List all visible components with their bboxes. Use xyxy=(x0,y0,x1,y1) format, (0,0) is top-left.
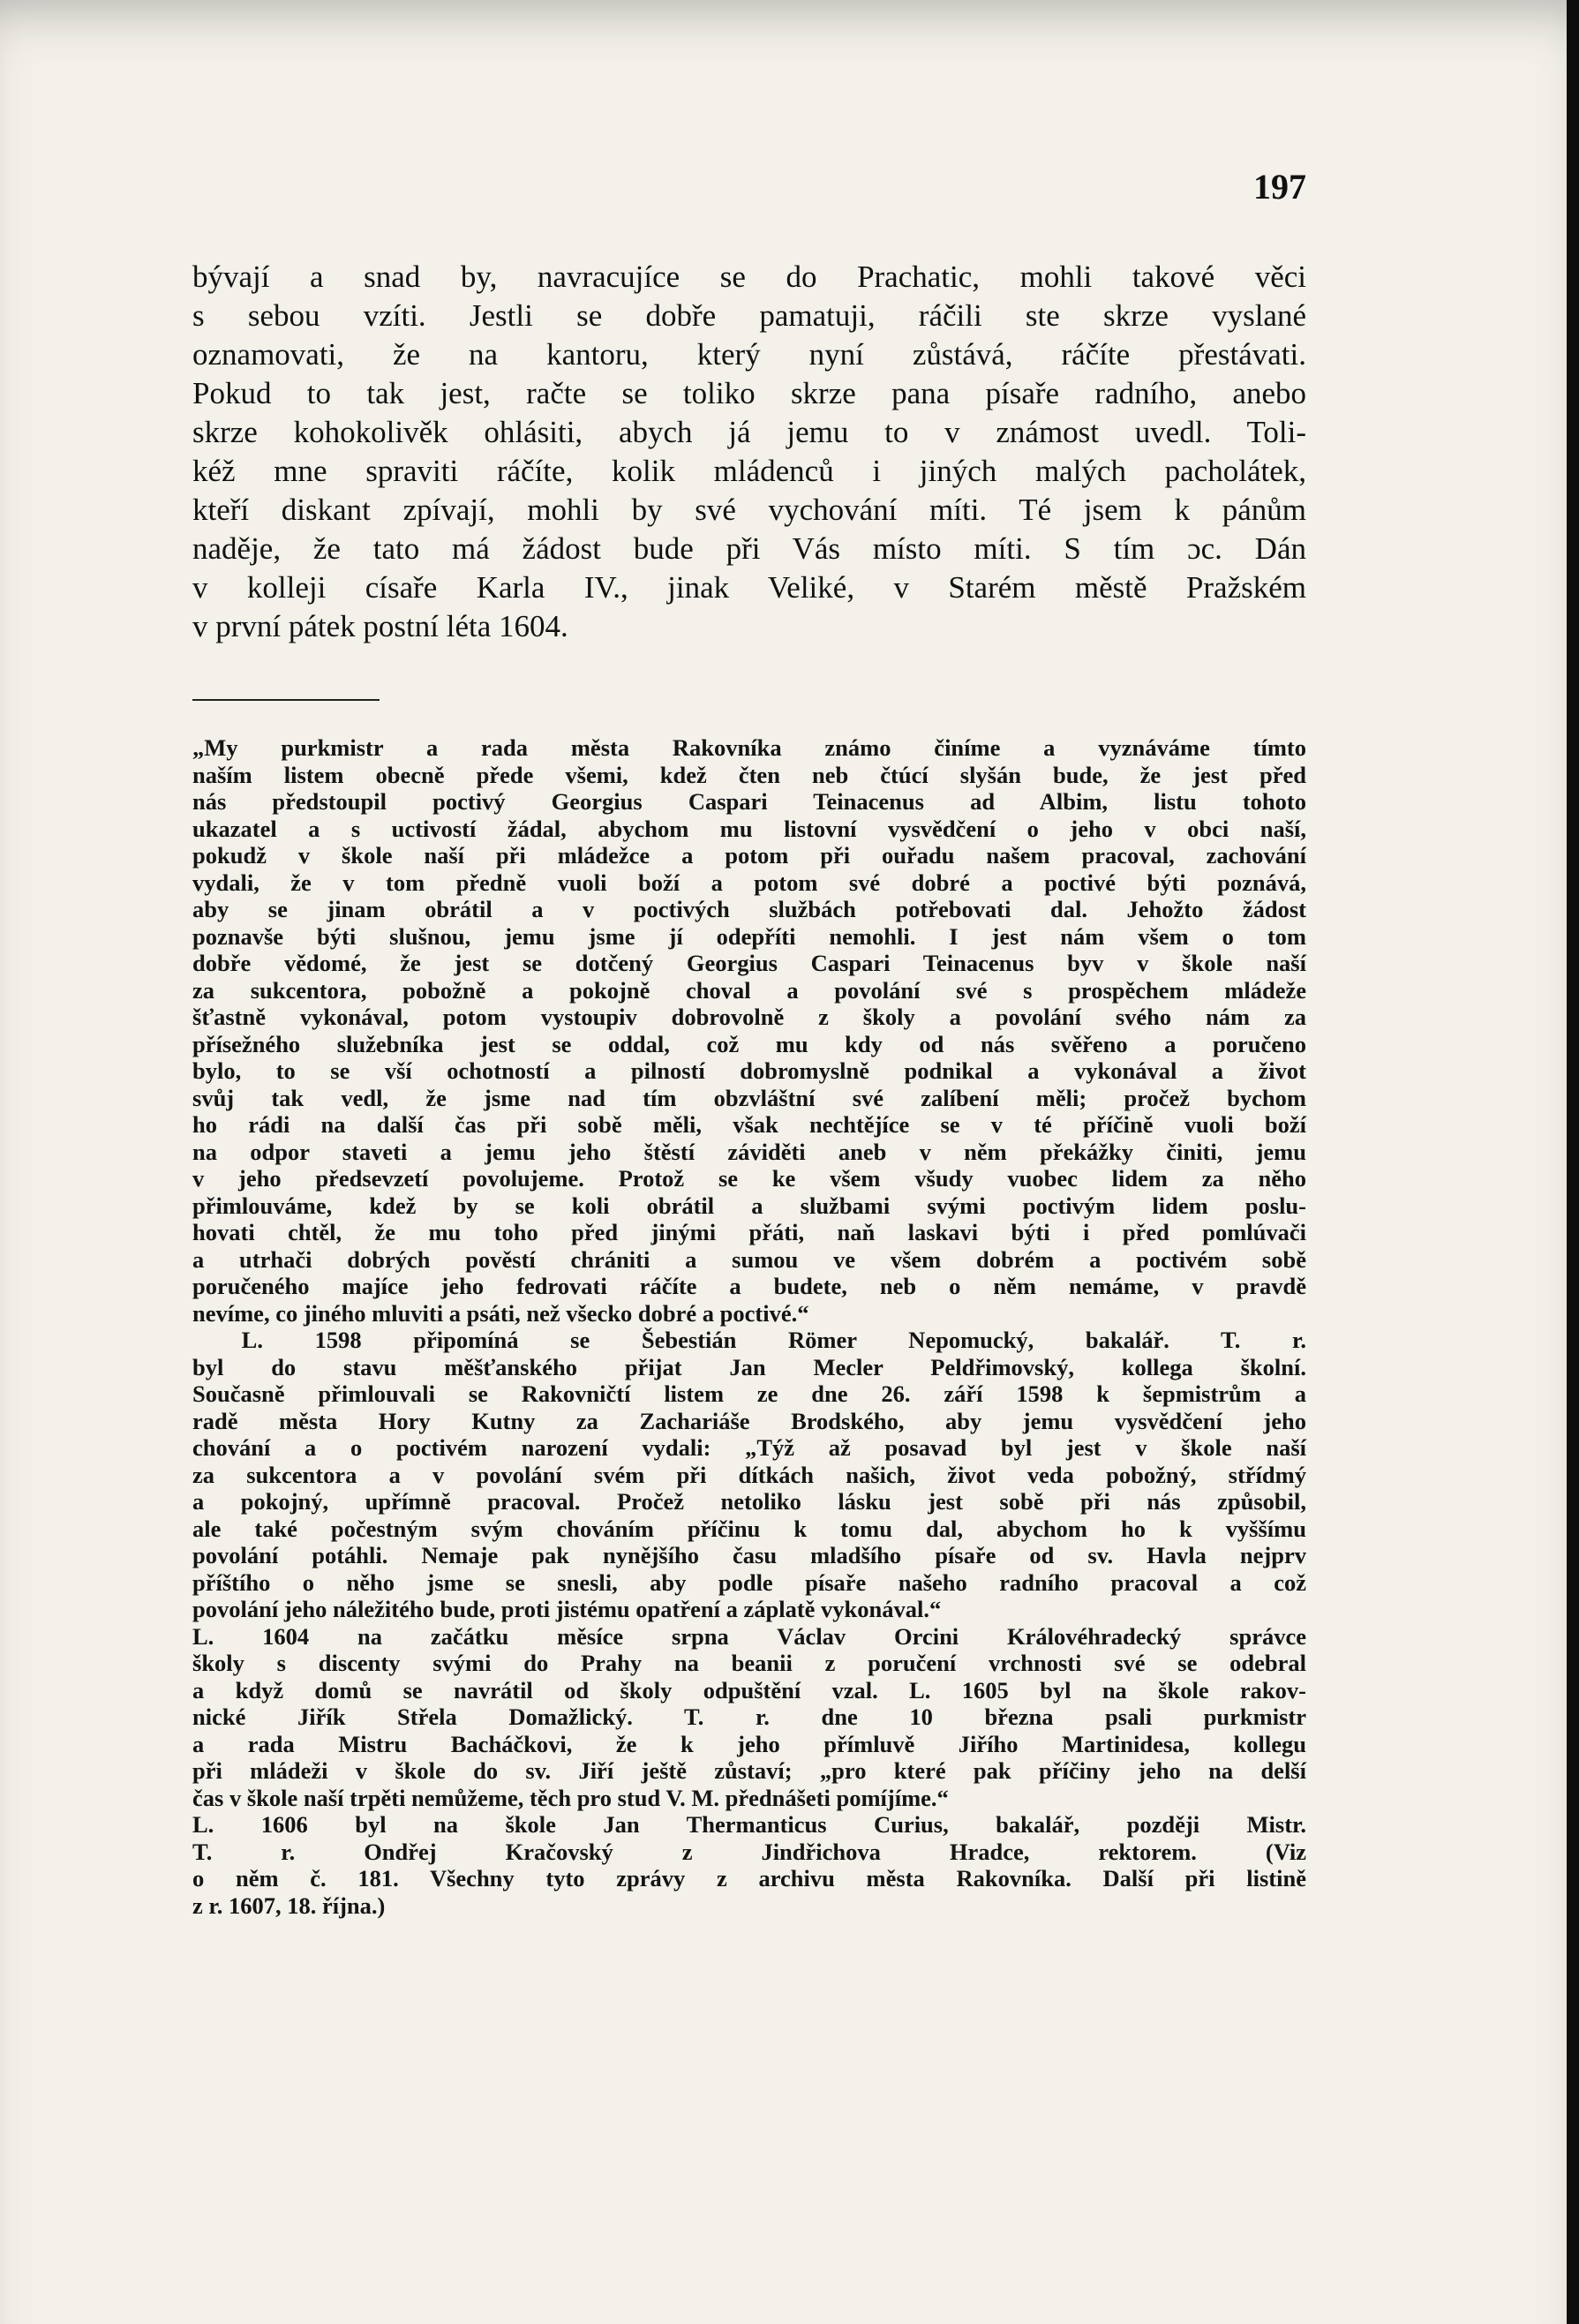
note-text-line: na odpor staveti a jemu jeho štěstí záviděti aneb v něm překážky činiti, jemu xyxy=(192,1138,1306,1165)
note-text-line: pokudž v škole naší při mládežce a potom při ouřadu našem pracoval, zachování xyxy=(192,842,1306,869)
main-text-line: kéž mne spraviti ráčíte, kolik mládenců i jiných malých pacholátek, xyxy=(192,454,1306,488)
note-text-line: povolání potáhli. Nemaje pak nynějšího času mladšího písaře od sv. Havla nejprv xyxy=(192,1542,1306,1568)
note-text-line: L. 1598 připomíná se Šebestián Römer Nepomucký, bakalář. T. r. xyxy=(241,1327,1306,1353)
main-text-line: Pokud to tak jest, račte se toliko skrze pana písaře radního, anebo xyxy=(192,376,1306,410)
note-text-line: přísežného služebníka jest se oddal, což mu kdy od nás svěřeno a poručeno xyxy=(192,1030,1306,1057)
note-text-line: hovati chtěl, že mu toho před jinými přáti, naň laskavi býti i před pomlúvači xyxy=(192,1219,1306,1245)
note-text-line: naším listem obecně přede všemi, kdež čten neb čtúcí slyšán bude, že jest před xyxy=(192,761,1306,788)
page-number: 197 xyxy=(1253,167,1306,207)
note-text-line: ho rádi na další čas při sobě měli, však nechtějíce se v té příčině vuoli boží xyxy=(192,1111,1306,1138)
note-text-line: vydali, že v tom předně vuoli boží a potom své dobré a poctivé býti poznává, xyxy=(192,869,1306,896)
note-text-line: nás předstoupil poctivý Georgius Caspari Teinacenus ad Albim, listu tohoto xyxy=(192,788,1306,815)
main-text-line: naděje, že tato má žádost bude při Vás místo míti. S tím ɔc. Dán xyxy=(192,531,1306,566)
note-text-line: o něm č. 181. Všechny tyto zprávy z archivu města Rakovníka. Další při listině xyxy=(192,1865,1306,1892)
main-text-line: bývají a snad by, navracujíce se do Prachatic, mohli takové věci xyxy=(192,259,1306,294)
note-text-line: za sukcentora, pobožně a pokojně choval a povolání své s prospěchem mládeže xyxy=(192,976,1306,1004)
note-text-line: radě města Hory Kutny za Zachariáše Brodského, aby jemu vysvědčení jeho xyxy=(192,1407,1306,1434)
note-text-line: za sukcentora a v povolání svém při dítkách našich, život veda pobožný, střídmý xyxy=(192,1461,1306,1488)
note-text-line: čas v škole naší trpěti nemůžeme, těch pro stud V. M. přednášeti pomíjíme.“ xyxy=(192,1784,949,1811)
note-text-line: „My purkmistr a rada města Rakovníka známo činíme a vyznáváme tímto xyxy=(192,734,1306,761)
note-text-line: nické Jiřík Střela Domažlický. T. r. dne 10 března psali purkmistr xyxy=(192,1704,1306,1730)
note-text-line: nevíme, co jiného mluviti a psáti, než všecko dobré a poctivé.“ xyxy=(192,1299,809,1327)
note-text-line: příštího o něho jsme se snesli, aby podle písaře našeho radního pracoval a což xyxy=(192,1568,1306,1596)
note-text-line: ale také počestným svým chováním příčinu k tomu dal, abychom ho k vyššímu xyxy=(192,1515,1306,1542)
note-text-line: T. r. Ondřej Kračovský z Jindřichova Hradce, rektorem. (Viz xyxy=(192,1838,1306,1865)
main-text-line: skrze kohokolivěk ohlásiti, abych já jemu to v známost uvedl. Toli- xyxy=(192,415,1306,449)
note-text-line: svůj tak vedl, že jsme nad tím obzvláštní své zalíbení měli; pročež bychom xyxy=(192,1084,1306,1111)
note-text-line: a když domů se navrátil od školy odpuštění vzal. L. 1605 byl na škole rakov- xyxy=(192,1676,1306,1704)
main-text-line: kteří diskant zpívají, mohli by své vychování míti. Té jsem k pánům xyxy=(192,493,1306,527)
main-text xyxy=(192,258,1306,646)
note-text-line: povolání jeho náležitého bude, proti jistému opatření a záplatě vykonával.“ xyxy=(192,1596,942,1622)
main-text-line: v kolleji císaře Karla IV., jinak Veliké, v Starém městě Pražském xyxy=(192,570,1306,605)
note-text-line: byl do stavu měšťanského přijat Jan Mecler Peldřimovský, kollega školní. xyxy=(192,1353,1306,1380)
note-text-line: aby se jinam obrátil a v poctivých službách potřebovati dal. Jehožto žádost xyxy=(192,896,1306,922)
main-text-line: oznamovati, že na kantoru, který nyní zůstává, ráčíte přestávati. xyxy=(192,337,1306,372)
note-text-line: a rada Mistru Bacháčkovi, že k jeho přímluvě Jiřího Martinidesa, kollegu xyxy=(192,1730,1306,1757)
note-text-line: poznavše býti slušnou, jemu jsme jí odepříti nemohli. I jest nám všem o tom xyxy=(192,922,1306,950)
main-text-line: v první pátek postní léta 1604. xyxy=(192,609,568,643)
note-text-line: poručeného majíce jeho fedrovati ráčíte a budete, neb o něm nemáme, v pravdě xyxy=(192,1273,1306,1299)
note-text-line: z r. 1607, 18. října.) xyxy=(192,1892,386,1919)
scan-edge xyxy=(1567,0,1579,2324)
note-text-line: L. 1606 byl na škole Jan Thermanticus Curius, bakalář, později Mistr. xyxy=(192,1811,1306,1838)
note-text-line: a utrhači dobrých pověstí chrániti a sumou ve všem dobrém a poctivém sobě xyxy=(192,1245,1306,1273)
note-text-line: chování a o poctivém narození vydali: „Týž až posavad byl jest v škole naší xyxy=(192,1434,1306,1461)
note-text-line: při mládeži v škole do sv. Jiří ještě zůstaví; „pro které pak příčiny jeho na delší xyxy=(192,1757,1306,1784)
note-text-line: L. 1604 na začátku měsíce srpna Václav Orcini Královéhradecký správce xyxy=(192,1622,1306,1650)
main-text-line: s sebou vzíti. Jestli se dobře pamatuji, ráčili ste skrze vyslané xyxy=(192,298,1306,333)
section-divider xyxy=(192,699,380,701)
note-text-line: ukazatel a s uctivostí žádal, abychom mu listovní vysvědčení o jeho v obci naší, xyxy=(192,815,1306,842)
note-text-line: bylo, to se vší ochotností a pilností dobromyslně podnikal a vykonával a život xyxy=(192,1057,1306,1084)
note-text-line: přimlouváme, kdež by se koli obrátil a službami svými poctivým lidem poslu- xyxy=(192,1192,1306,1219)
note-text-line: Současně přimlouvali se Rakovničtí listem ze dne 26. září 1598 k šepmistrům a xyxy=(192,1380,1306,1407)
note-text-line: a pokojný, upřímně pracoval. Pročež netoliko lásku jest sobě při nás způsobil, xyxy=(192,1488,1306,1515)
note-text-line: dobře vědomé, že jest se dotčený Georgius Caspari Teinacenus byv v škole naší xyxy=(192,950,1306,976)
note-text-line: v jeho předsevzetí povolujeme. Protož se ke všem všudy vuobec lidem za něho xyxy=(192,1165,1306,1192)
note-text-line: šťastně vykonával, potom vystoupiv dobrovolně z školy a povolání svého nám za xyxy=(192,1004,1306,1030)
note-text-line: školy s discenty svými do Prahy na beanii z poručení vrchnosti své se odebral xyxy=(192,1650,1306,1676)
note-text xyxy=(192,734,1306,1919)
